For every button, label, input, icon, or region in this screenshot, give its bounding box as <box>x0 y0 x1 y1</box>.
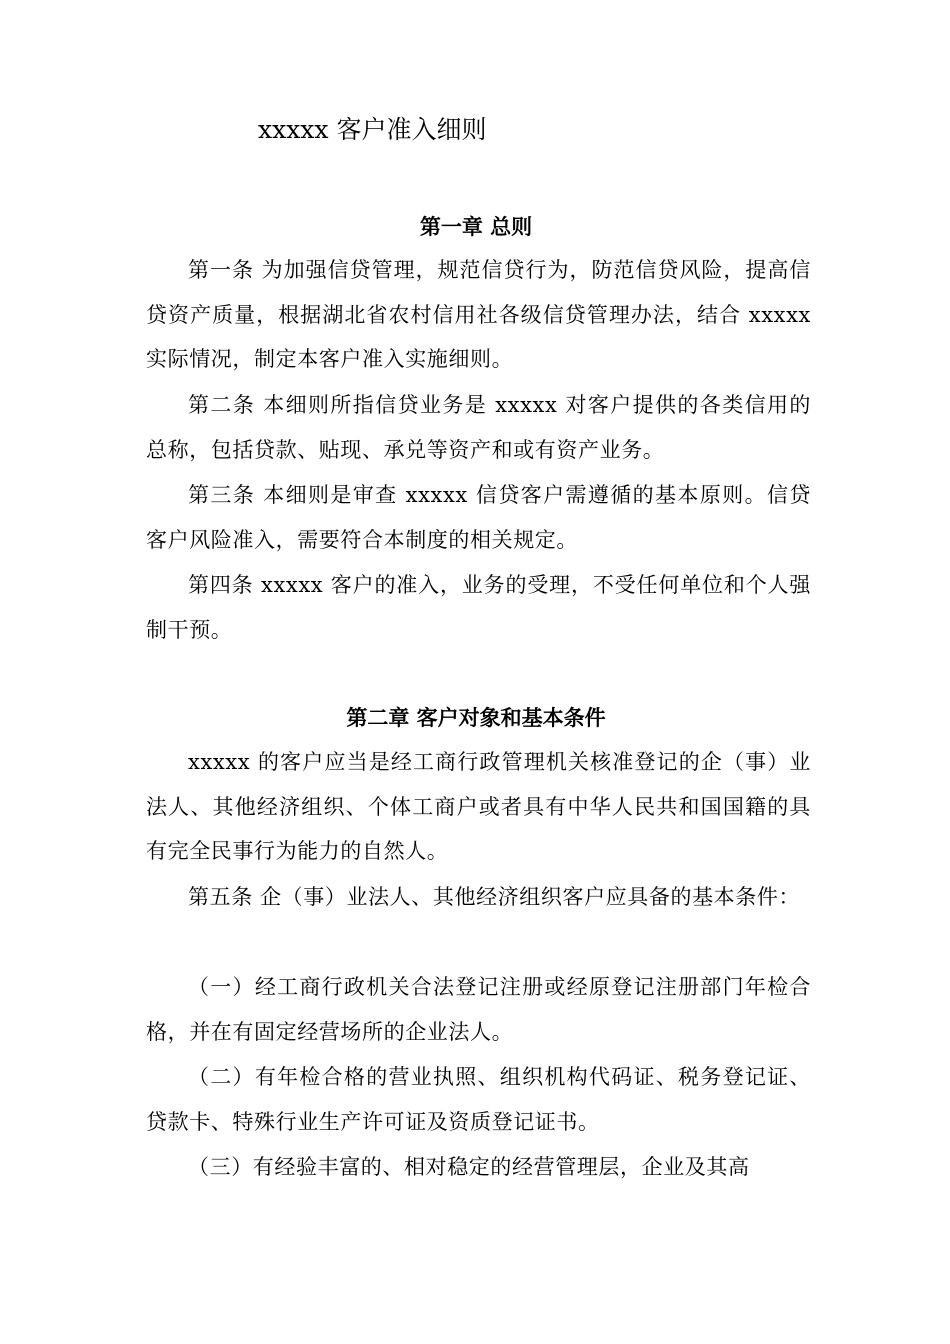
condition-1: （一）经工商行政机关合法登记注册或经原登记注册部门年检合格，并在有固定经营场所的企业法人。 <box>146 975 811 1044</box>
article-1: 第一条 为加强信贷管理，规范信贷行为，防范信贷风险，提高信贷资产质量，根据湖北省农村信用社各级信贷管理办法，结合 xxxxx 实际情况，制定本客户准入实施细则。 <box>146 258 811 371</box>
condition-2: （二）有年检合格的营业执照、组织机构代码证、税务登记证、贷款卡、特殊行业生产许可证及资质登记证书。 <box>146 1065 811 1134</box>
condition-3: （三）有经验丰富的、相对稳定的经营管理层，企业及其高 <box>188 1155 750 1179</box>
chapter-1-heading: 第一章 总则 <box>419 215 533 239</box>
article-2: 第二条 本细则所指信贷业务是 xxxxx 对客户提供的各类信用的总称，包括贷款、贴现、承兑等资产和或有资产业务。 <box>146 393 811 462</box>
chapter-2-heading: 第二章 客户对象和基本条件 <box>346 706 606 730</box>
document-title: xxxxx 客户准入细则 <box>258 115 487 144</box>
article-3: 第三条 本细则是审查 xxxxx 信贷客户需遵循的基本原则。信贷客户风险准入，需要符合本制度的相关规定。 <box>146 483 811 552</box>
customer-definition: xxxxx 的客户应当是经工商行政管理机关核准登记的企（事）业法人、其他经济组织、个体工商户或者具有中华人民共和国国籍的具有完全民事行为能力的自然人。 <box>146 750 811 863</box>
article-4: 第四条 xxxxx 客户的准入，业务的受理，不受任何单位和个人强制干预。 <box>146 573 811 642</box>
article-5: 第五条 企（事）业法人、其他经济组织客户应具备的基本条件： <box>188 885 801 909</box>
